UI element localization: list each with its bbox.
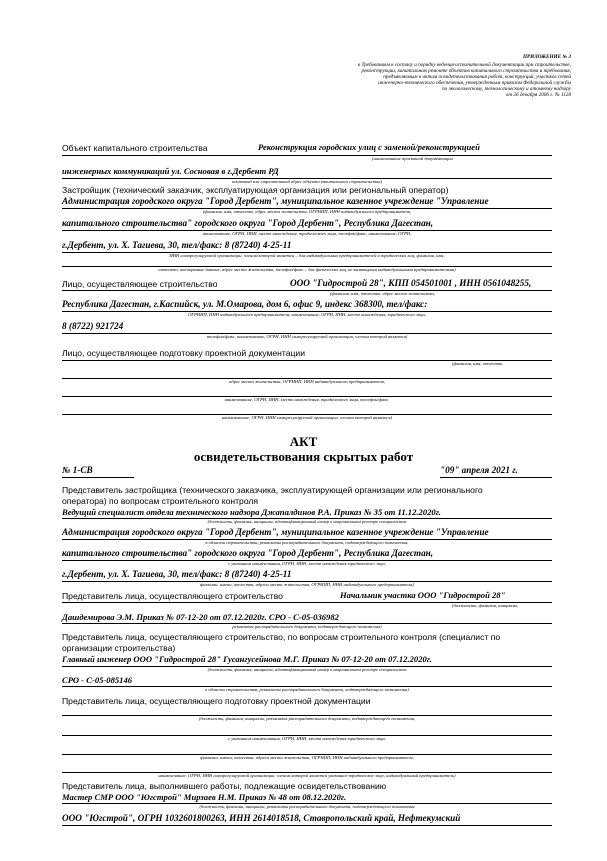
developer-line: капитального строительства" городского округа "Город Дербент", Республика Дагестан,	[62, 218, 434, 228]
rep-executor-line: ООО "Югстрой", ОГРН 1032601800263, ИНН 2614018518, Ставропольский край, Нефтекумский	[62, 813, 461, 823]
rep-developer-line: капитального строительства" городского округа "Город Дербент", Республика Дагестан,	[62, 548, 434, 558]
rep-developer-line: Администрация городского округа "Город Дербент", муниципальное казенное учреждение "Управление	[62, 527, 489, 537]
act-subtitle: освидетельствования скрытых работ	[193, 449, 414, 464]
rep-builder-line: Дашдемирова Э.М. Приказ № 07-12-20 от 07.12.2020г. СРО - С-05-036982	[62, 612, 339, 622]
developer-note: отчество, паспортные данные, адрес места жительства, телефон/факс – для физических лиц, не являющихся индивидуальными предпринимателями)	[158, 267, 456, 272]
developer-note: ИНН саморегулируемой организации, членом которой является – для индивидуальных предпринимателей и юридических лиц; фамилия, имя,	[169, 253, 445, 258]
builder-line: Республика Дагестан, г.Каспийск, ул. М.Омарова, дом 6, офис 9, индекс 368300, тел/факс:	[62, 299, 428, 309]
developer-line: Администрация городского округа "Город Дербент", муниципальное казенное учреждение "Управление	[62, 196, 489, 206]
rep-designer-note: с указанием наименования, ОГРН, ИНН, места нахождения юридического лица,	[228, 736, 386, 741]
appendix-line: от 26 декабря 2006 г. № 1128	[505, 92, 571, 98]
rep-builder-note: реквизиты распорядительного документа, подтверждающего полномочия)	[232, 624, 382, 629]
underline	[62, 155, 552, 156]
appendix-line: предъявляемым к актам освидетельствования работ, конструкций, участков сетей	[383, 74, 571, 80]
rep-control-note: в области строительства, реквизиты распорядительного документа, подтверждающего полномочия)	[205, 687, 409, 692]
rep-designer-note: (должность, фамилия, инициалы, реквизиты распорядительного документа, подтверждающего полномочия,	[198, 716, 416, 721]
designer-note: адрес места жительства, ОГРНИП, ИНН индивидуального предпринимателя,	[229, 379, 385, 384]
rep-executor-note: (должность, фамилия, инициалы, реквизиты распорядительного документа, подтверждающего полномочия	[199, 804, 415, 809]
builder-note: ОГРНИП, ИНН индивидуального предпринимателя, наименование, ОГРН, ИНН, место нахождения, юридического лица,	[188, 312, 426, 317]
appendix-line: к Требованиям к составу и порядку ведения исполнительной документации при строительстве,	[357, 62, 571, 68]
developer-note: наименование, ОГРН, ИНН, место нахождения, юридического лица, телефон/факс, наименование, ОГРН,	[202, 231, 412, 236]
developer-label: Застройщик (технический заказчик, эксплуатирующая организация или региональный оператор)	[62, 185, 449, 195]
developer-line: г.Дербент, ул. Х. Тагиева, 30, тел/факс: 8 (87240) 4-25-11	[62, 240, 292, 250]
rep-builder-note: (должность, фамилия, инициалы,	[452, 603, 519, 608]
rep-designer-note: фамилии, имени, отчества, адреса места жительства, ОГРНИП, ИНН индивидуального предпринимателя,	[200, 755, 414, 760]
builder-line: 8 (8722) 921724	[62, 321, 124, 331]
underline	[62, 477, 134, 478]
appendix-line: инженерно-технического обеспечения, утвержденным приказом Федеральной службы	[378, 80, 571, 86]
rep-control-note: (должность, фамилия, инициалы, идентификационный номер в национальном реестре специалистов	[207, 667, 407, 672]
designer-note: (фамилия, имя, отчество,	[452, 361, 504, 366]
act-date: "09" апреля 2021 г.	[440, 465, 518, 475]
rep-developer-label: оператора) по вопросам строительного контроля	[62, 496, 259, 506]
rep-developer-note: (должность, фамилия, инициалы, идентификационный номер в национальном реестре специалистов	[207, 519, 407, 524]
rep-developer-value: Ведущий специалист отдела технического надзора Джапалдинов Р.А. Приказ № 35 от 11.12.2020г.	[62, 507, 441, 517]
rep-control-label: Представитель лица, осуществляющего строительство, по вопросам строительного контроля (специалист по	[62, 632, 501, 642]
object-address: инженерных коммуникаций ул. Сосновая в г.Дербент РД	[62, 166, 279, 176]
appendix-title: ПРИЛОЖЕНИЕ № 3	[522, 54, 571, 60]
rep-designer-note: наименование, ОГРН, ИНН саморегулируемой организации, членом которой является указанное юридическое лицо, индивидуальный предприниматель)	[158, 773, 456, 778]
designer-note: наименование, ОГРН, ИНН, место нахождения, юридического лица, телефон/факс,	[224, 397, 390, 402]
builder-line: ООО "Гидрострой 28", КПП 054501001 , ИНН 0561048255,	[290, 278, 532, 288]
act-title: АКТ	[289, 434, 318, 449]
builder-note: телефон/факс, наименование, ОГРН, ИНН саморегулируемой организации, членом которой является)	[206, 334, 408, 339]
rep-control-label: организации строительства)	[62, 643, 176, 653]
builder-note: (фамилия, имя, отчество, адрес места жительства,	[330, 291, 435, 296]
rep-executor-value: Мастер СМР ООО "Югстрой" Мирзаев Н.М. Приказ № 48 от 08.12.2020г.	[62, 792, 347, 802]
object-value: Реконструкция городских улиц с заменой/реконструкцией	[258, 142, 480, 152]
rep-executor-label: Представитель лица, выполнившего работы, подлежащие освидетельствованию	[62, 781, 387, 791]
appendix-line: по экологическому, технологическому и атомному надзору	[442, 86, 571, 92]
rep-designer-label: Представитель лица, осуществляющего подготовку проектной документации	[62, 696, 371, 706]
underline	[62, 290, 552, 291]
developer-note: (фамилия, имя, отчество, адрес места жительства, ОГРНИП, ИНН индивидуального предпринимателя,	[202, 209, 412, 214]
object-address-note: почтовый или строительный адрес объекта капитального строительства)	[231, 179, 383, 184]
rep-developer-note: с указанием наименования, ОГРН, ИНН, места нахождения юридического лица,	[228, 561, 386, 566]
underline	[62, 825, 552, 826]
rep-developer-line: г.Дербент, ул. Х. Тагиева, 30, тел/факс: 8 (87240) 4-25-11	[62, 569, 292, 579]
rep-control-value: Главный инженер ООО "Гидрострой 28" Гусангусейнова М.Г. Приказ № 07-12-20 от 07.12.2020г.	[62, 654, 433, 664]
object-label: Объект капитального строительства	[62, 143, 208, 153]
rep-builder-value: Начальник участка ООО "Гидрострой 28"	[340, 590, 506, 600]
rep-control-line: СРО - С-05-085146	[62, 675, 133, 685]
designer-note: наименование, ОГРН, ИНН саморегулируемой организации, членом которой является)	[221, 415, 393, 420]
rep-developer-note: фамилии, имени, отчества, адреса места жительства, ОГРНИП, ИНН индивидуального предпринимателя)	[200, 582, 414, 587]
rep-developer-note: в области строительства, реквизиты распорядительного документа, подтверждающего полномочия,	[205, 540, 409, 545]
appendix-line: реконструкции, капитальном ремонте объектов капитального строительства и требования,	[361, 68, 571, 74]
act-number: № 1-СВ	[62, 465, 93, 475]
builder-label: Лицо, осуществляющее строительство	[62, 279, 218, 289]
rep-builder-label: Представитель лица, осуществляющего строительство	[62, 591, 283, 601]
underline	[440, 477, 552, 478]
designer-label: Лицо, осуществляющее подготовку проектной документации	[62, 348, 306, 358]
object-note: (наименование проектной документации	[372, 156, 453, 161]
rep-developer-label: Представитель застройщика (технического заказчика, эксплуатирующей организации или регионального	[62, 485, 483, 495]
